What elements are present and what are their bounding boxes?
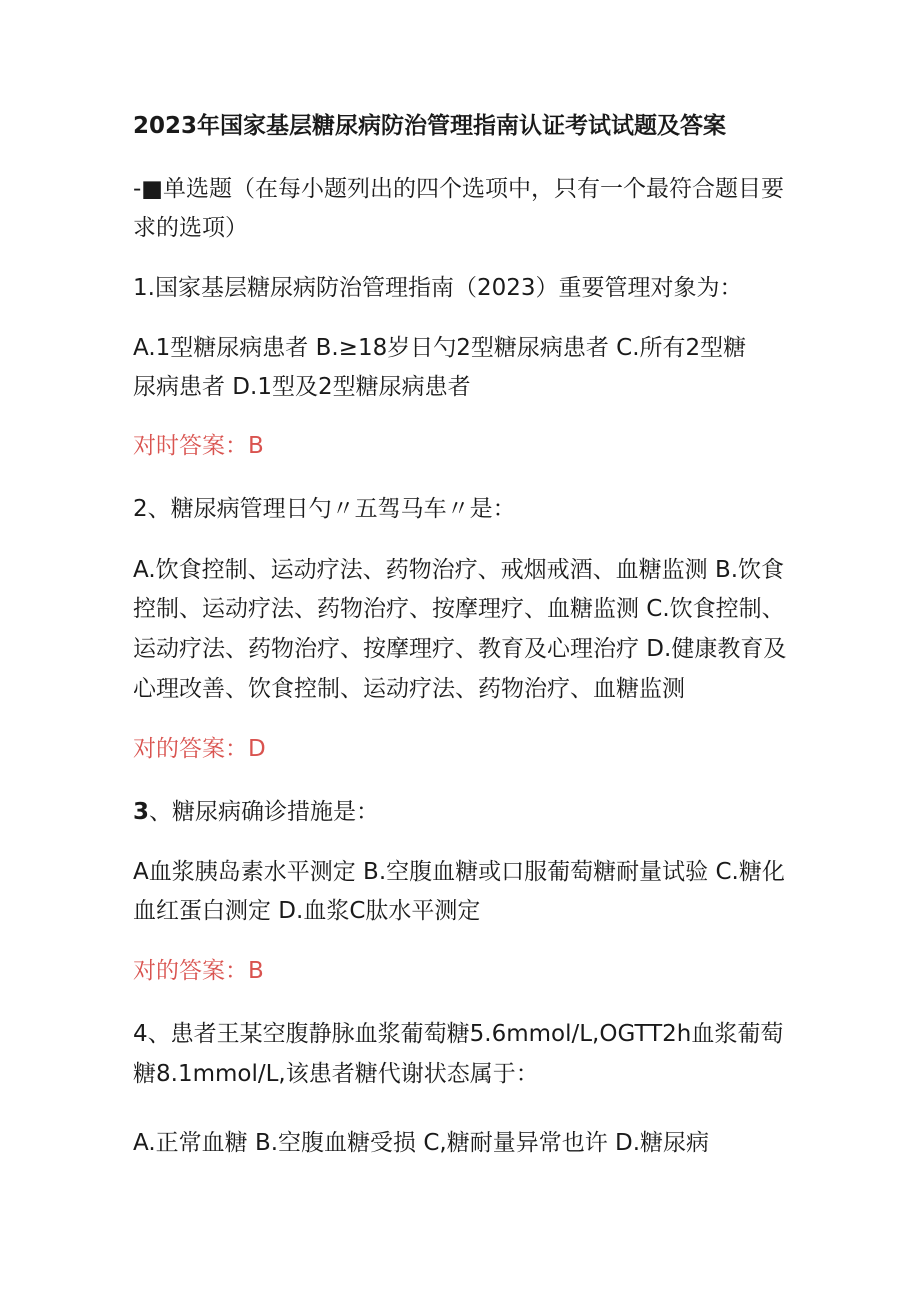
question-3-options-line2: 血红蛋白测定 D.血浆C肽水平测定: [133, 898, 481, 924]
question-4-stem-line1: 4、患者王某空腹静脉血浆葡萄糖5.6mmol/L,OGTT2h血浆葡萄: [133, 1021, 784, 1047]
question-1-options-line1: A.1型糖尿病患者 B.≥18岁日勺2型糖尿病患者 C.所有2型糖: [133, 335, 747, 361]
section-heading-line2: 求的选项）: [133, 215, 248, 241]
question-2-options-line3: 运动疗法、药物治疗、按摩理疗、教育及心理治疗 D.健康教育及: [133, 636, 787, 662]
question-2-options-line4: 心理改善、饮食控制、运动疗法、药物治疗、血糖监测: [133, 676, 685, 702]
question-4-stem-line2: 糖8.1mmol/L,该患者糖代谢状态属于：: [133, 1061, 539, 1087]
question-3-options-line1: A血浆胰岛素水平测定 B.空腹血糖或口服葡萄糖耐量试验 C.糖化: [133, 859, 785, 885]
question-4-options-line1: A.正常血糖 B.空腹血糖受损 C,糖耐量异常也许 D.糖尿病: [133, 1130, 710, 1156]
question-3-stem-text: 、糖尿病确诊措施是：: [149, 799, 380, 825]
question-2-stem: 2、糖尿病管理日勺〃五驾马车〃是：: [133, 496, 516, 522]
section-heading-line1: -■单选题（在每小题列出的四个选项中，只有一个最符合题目要: [133, 176, 785, 202]
document-title: 2023年国家基层糖尿病防治管理指南认证考试试题及答案: [133, 113, 727, 139]
question-1-answer: 对时答案：B: [133, 433, 264, 459]
question-2-options-line1: A.饮食控制、运动疗法、药物治疗、戒烟戒酒、血糖监测 B.饮食: [133, 557, 785, 583]
question-1-stem: 1.国家基层糖尿病防治管理指南（2023）重要管理对象为：: [133, 275, 743, 301]
question-2-answer: 对的答案：D: [133, 736, 266, 762]
question-3-number: 3: [133, 799, 150, 825]
question-3-stem: [133, 797, 379, 827]
question-1-options-line2: 尿病患者 D.1型及2型糖尿病患者: [133, 374, 471, 400]
question-2-options-line2: 控制、运动疗法、药物治疗、按摩理疗、血糖监测 C.饮食控制、: [133, 596, 785, 622]
question-3-answer: 对的答案：B: [133, 958, 264, 984]
